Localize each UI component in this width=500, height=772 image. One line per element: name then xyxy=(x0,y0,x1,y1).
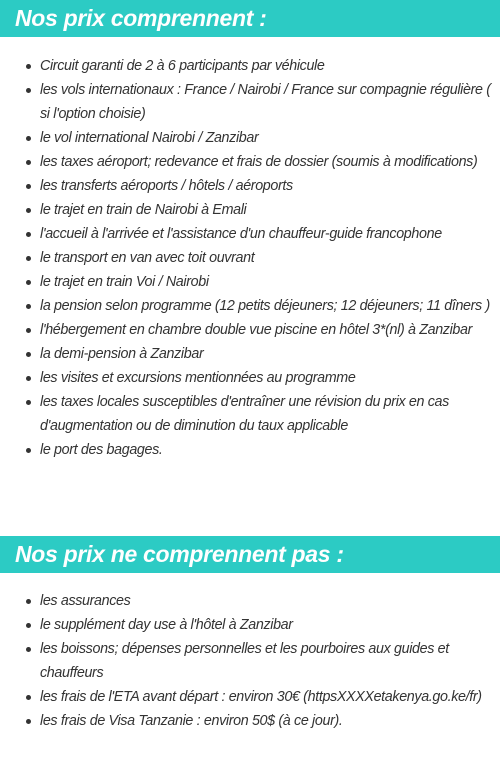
bullet-icon xyxy=(26,400,31,405)
bullet-icon xyxy=(26,719,31,724)
bullet-icon xyxy=(26,64,31,69)
bullet-icon xyxy=(26,328,31,333)
list-item-text: les transferts aéroports / hôtels / aéroports xyxy=(40,178,293,194)
list-item xyxy=(0,318,500,342)
excluded-banner xyxy=(0,536,500,573)
excluded-section xyxy=(0,536,500,729)
list-item xyxy=(0,270,500,294)
bullet-icon xyxy=(26,208,31,213)
list-item-text: l'accueil à l'arrivée et l'assistance d'un chauffeur-guide francophone xyxy=(40,226,442,242)
bullet-icon xyxy=(26,136,31,141)
bullet-icon xyxy=(26,280,31,285)
list-item xyxy=(0,54,500,78)
included-list xyxy=(0,54,500,462)
list-item xyxy=(0,198,500,222)
list-item-text: la demi-pension à Zanzibar xyxy=(40,346,204,362)
bullet-icon xyxy=(26,304,31,309)
list-item xyxy=(0,342,500,366)
list-item-text: les taxes locales susceptibles d'entraîner une révision du prix en cas d'augmentation ou de diminution du taux applicable xyxy=(40,394,449,434)
bullet-icon xyxy=(26,695,31,700)
list-item-text: les assurances xyxy=(40,593,131,609)
excluded-heading: Nos prix ne comprennent pas : xyxy=(15,541,344,567)
list-item xyxy=(0,294,500,318)
list-item-text: le supplément day use à l'hôtel à Zanzibar xyxy=(40,617,293,633)
list-item xyxy=(0,126,500,150)
bullet-icon xyxy=(26,448,31,453)
list-item xyxy=(0,366,500,390)
list-item-text: les frais de l'ETA avant départ : environ 30€ (httpsXXXXetakenya.go.ke/fr) xyxy=(40,689,482,705)
list-item-text: la pension selon programme (12 petits déjeuners; 12 déjeuners; 11 dîners ) xyxy=(40,298,490,314)
list-item-text: les frais de Visa Tanzanie : environ 50$ (à ce jour). xyxy=(40,713,343,729)
bullet-icon xyxy=(26,623,31,628)
included-heading: Nos prix comprennent : xyxy=(15,5,267,31)
list-item xyxy=(0,390,500,438)
list-item xyxy=(0,150,500,174)
list-item xyxy=(0,174,500,198)
bullet-icon xyxy=(26,88,31,93)
included-banner xyxy=(0,0,500,37)
bullet-icon xyxy=(26,256,31,261)
list-item-text: Circuit garanti de 2 à 6 participants par véhicule xyxy=(40,58,325,74)
bullet-icon xyxy=(26,647,31,652)
list-item xyxy=(0,589,500,613)
bullet-icon xyxy=(26,184,31,189)
list-item xyxy=(0,709,500,733)
bullet-icon xyxy=(26,232,31,237)
list-item-text: les taxes aéroport; redevance et frais de dossier (soumis à modifications) xyxy=(40,154,478,170)
list-item xyxy=(0,222,500,246)
list-item xyxy=(0,613,500,637)
bullet-icon xyxy=(26,352,31,357)
bullet-icon xyxy=(26,599,31,604)
list-item-text: le vol international Nairobi / Zanzibar xyxy=(40,130,259,146)
list-item xyxy=(0,78,500,126)
bullet-icon xyxy=(26,376,31,381)
bullet-icon xyxy=(26,160,31,165)
list-item-text: l'hébergement en chambre double vue piscine en hôtel 3*(nl) à Zanzibar xyxy=(40,322,473,338)
list-item xyxy=(0,438,500,462)
list-item-text: le port des bagages. xyxy=(40,442,163,458)
list-item-text: le trajet en train de Nairobi à Emali xyxy=(40,202,247,218)
list-item xyxy=(0,637,500,685)
list-item-text: le transport en van avec toit ouvrant xyxy=(40,250,255,266)
list-item-text: les vols internationaux : France / Nairobi / France sur compagnie régulière ( si l'option choisie) xyxy=(40,82,491,122)
excluded-list xyxy=(0,589,500,733)
list-item-text: le trajet en train Voi / Nairobi xyxy=(40,274,209,290)
list-item-text: les visites et excursions mentionnées au programme xyxy=(40,370,356,386)
list-item-text: les boissons; dépenses personnelles et les pourboires aux guides et chauffeurs xyxy=(40,641,449,681)
list-item xyxy=(0,685,500,709)
list-item xyxy=(0,246,500,270)
